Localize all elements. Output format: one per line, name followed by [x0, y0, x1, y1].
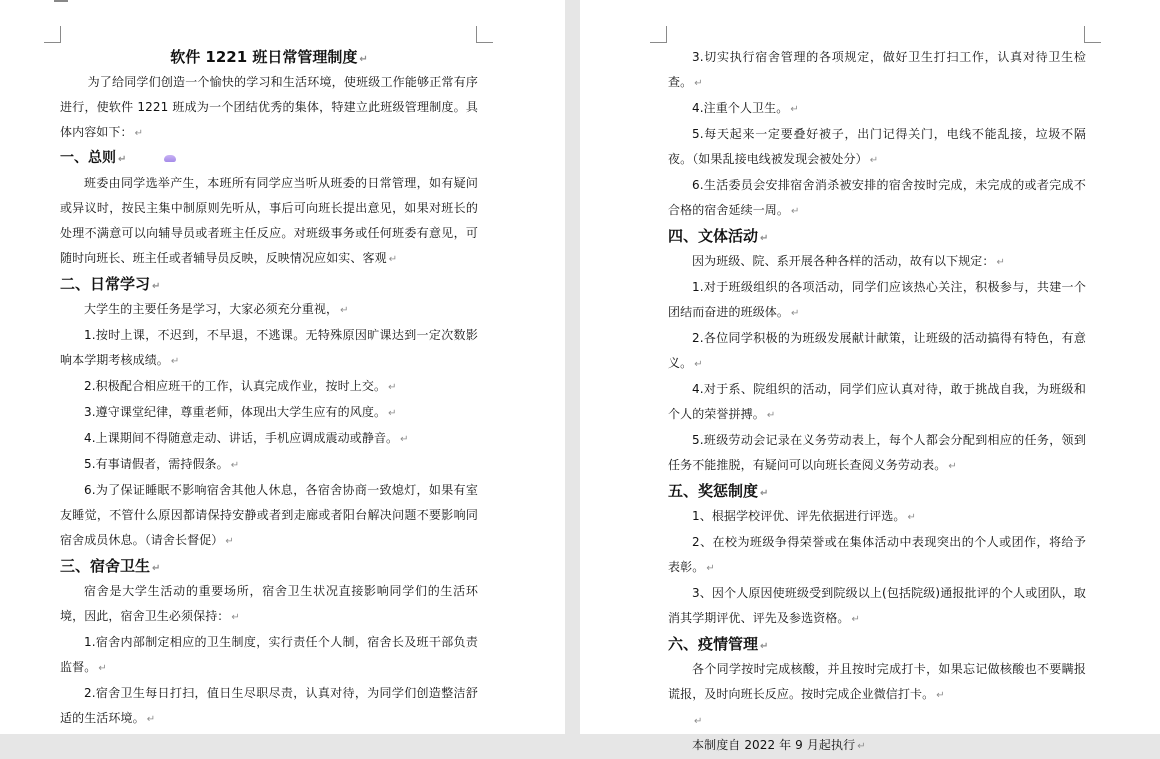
dorm-item[interactable]: 2.宿舍卫生每日打扫，值日生尽职尽责，认真对待，为同学们创造整洁舒适的生活环境。 ↵ — [60, 686, 478, 725]
margin-corner-top-right — [1084, 26, 1101, 43]
activities-item[interactable]: 4.对于系、院组织的活动，同学们应认真对待，敢于挑战自我，为班级和个人的荣誉拼搏。 ↵ — [668, 382, 1086, 421]
page-content — [60, 45, 478, 732]
document-page-left — [0, 0, 565, 734]
dorm-item[interactable]: 6.生活委员会安排宿舍消杀被安排的宿舍按时完成，未完成的或者完成不合格的宿舍延续一周。 ↵ — [668, 178, 1086, 217]
heading-general[interactable]: 一、总则 ↵ — [60, 146, 478, 171]
rewards-item[interactable]: 3、因个人原因使班级受到院级以上(包括院级)通报批评的个人或团队，取消其学期评优、评先及参选资格。 ↵ — [668, 586, 1086, 625]
study-item[interactable]: 5.有事请假者，需持假条。 ↵ — [84, 457, 240, 471]
page-content — [668, 45, 1086, 759]
page-top-marker — [54, 0, 68, 2]
study-item[interactable]: 2.积极配合相应班干的工作，认真完成作业，按时上交。 ↵ — [84, 379, 397, 393]
study-item[interactable]: 4.上课期间不得随意走动、讲话，手机应调成震动或静音。 ↵ — [84, 431, 409, 445]
rewards-item[interactable]: 1、根据学校评优、评先依据进行评选。 ↵ — [692, 509, 916, 523]
study-item[interactable]: 1.按时上课，不迟到，不早退，不逃课。无特殊原因旷课达到一定次数影响本学期考核成绩。 ↵ — [60, 328, 478, 367]
dorm-item[interactable]: 1.宿舍内部制定相应的卫生制度，实行责任个人制，宿舍长及班干部负责监督。 ↵ — [60, 635, 478, 674]
heading-activities[interactable]: 四、文体活动 ↵ — [668, 227, 769, 245]
margin-corner-top-left — [650, 26, 667, 43]
heading-epidemic[interactable]: 六、疫情管理 ↵ — [668, 635, 769, 653]
effective-date[interactable]: 本制度自 2022 年 9 月起执行 ↵ — [692, 738, 866, 752]
rewards-item[interactable]: 2、在校为班级争得荣誉或在集体活动中表现突出的个人或团作，将给予表彰。 ↵ — [668, 535, 1086, 574]
dorm-item[interactable]: 5.每天起来一定要叠好被子，出门记得关门，电线不能乱接，垃圾不隔夜。（如果乱接电线被发现会被处分） ↵ — [668, 127, 1086, 166]
activities-item[interactable]: 1.对于班级组织的各项活动，同学们应该热心关注，积极参与，共建一个团结而奋进的班级体。 ↵ — [668, 280, 1086, 319]
activities-intro[interactable]: 因为班级、院、系开展各种各样的活动，故有以下规定： ↵ — [692, 254, 1005, 268]
intro-paragraph[interactable]: 为了给同学们创造一个愉快的学习和生活环境，使班级工作能够正常有序进行，使软件 1221 班成为一个团结优秀的集体，特建立此班级管理制度。具体内容如下： ↵ — [60, 75, 478, 139]
document-page-right — [580, 0, 1160, 752]
heading-rewards[interactable]: 五、奖惩制度 ↵ — [668, 482, 769, 500]
activities-item[interactable]: 2.各位同学积极的为班级发展献计献策，让班级的活动搞得有特色，有意义。 ↵ — [668, 331, 1086, 370]
heading-dorm-hygiene[interactable]: 三、宿舍卫生 ↵ — [60, 557, 161, 575]
dorm-intro[interactable]: 宿舍是大学生活动的重要场所，宿舍卫生状况直接影响同学们的生活环境，因此，宿舍卫生必须保持： ↵ — [60, 584, 478, 623]
dorm-item[interactable]: 3.切实执行宿舍管理的各项规定，做好卫生打扫工作，认真对待卫生检查。 ↵ — [668, 50, 1086, 89]
dorm-item[interactable]: 4.注重个人卫生。 ↵ — [692, 101, 799, 115]
empty-paragraph[interactable]: ↵ — [694, 716, 703, 727]
margin-corner-top-right — [476, 26, 493, 43]
epidemic-paragraph[interactable]: 各个同学按时完成核酸，并且按时完成打卡，如果忘记做核酸也不要瞒报谎报，及时向班长反应。按时完成企业微信打卡。 ↵ — [668, 662, 1086, 701]
floating-toolbar-icon[interactable] — [164, 155, 176, 162]
study-intro[interactable]: 大学生的主要任务是学习，大家必须充分重视， ↵ — [84, 302, 349, 316]
study-item[interactable]: 3.遵守课堂纪律，尊重老师，体现出大学生应有的风度。 ↵ — [84, 405, 397, 419]
heading-daily-study[interactable]: 二、日常学习 ↵ — [60, 275, 161, 293]
document-title[interactable]: 软件 1221 班日常管理制度 ↵ — [170, 48, 368, 66]
study-item[interactable]: 6.为了保证睡眠不影响宿舍其他人休息，各宿舍协商一致熄灯，如果有室友睡觉，不管什么原因都请保持安静或者到走廊或者阳台解决问题不要影响同宿舍成员休息。（请舍长督促） ↵ — [60, 483, 478, 547]
margin-corner-top-left — [44, 26, 61, 43]
activities-item[interactable]: 5.班级劳动会记录在义务劳动表上，每个人都会分配到相应的任务，领到任务不能推脱，有疑问可以向班长查阅义务劳动表。 ↵ — [668, 433, 1086, 472]
general-paragraph[interactable]: 班委由同学选举产生，本班所有同学应当听从班委的日常管理，如有疑问或异议时，按民主集中制原则先听从，事后可向班长提出意见，如果对班长的处理不满意可以向辅导员或者班主任反应。对班级事务或任何班委有意见，可随时向班长、班主任或者辅导员反映，反映情况应如实、客观 ↵ — [60, 176, 478, 265]
